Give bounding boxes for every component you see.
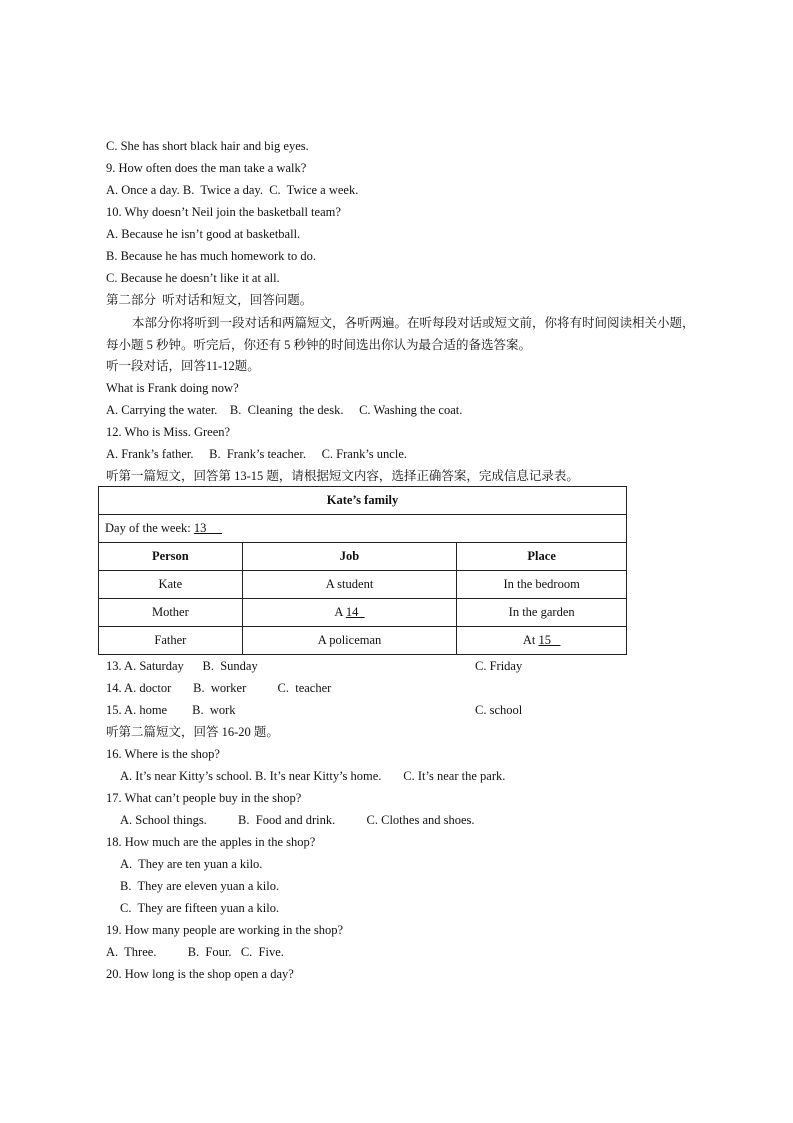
cell-person: Mother	[99, 599, 243, 627]
option-13c: C. Friday	[475, 659, 523, 673]
option-18a: A. They are ten yuan a kilo.	[120, 857, 263, 871]
blank-15-num: 15	[538, 633, 552, 647]
instruction-paragraph: 本部分你将听到一段对话和两篇短文，各听两遍。在听每段对话或短文前，你将有时间阅读相关小题，每小题 5 秒钟。听完后，你还有 5 秒钟的时间选出你认为最合适的备选答案。	[106, 316, 695, 352]
blank-14[interactable]	[346, 605, 365, 619]
passage1-heading: 听第一篇短文，回答第 13-15 题，请根据短文内容，选择正确答案，完成信息记录表。	[106, 469, 579, 483]
option-18c: C. They are fifteen yuan a kilo.	[120, 901, 280, 915]
cell-place	[457, 627, 627, 655]
blank-15[interactable]	[539, 633, 561, 647]
options-13: 13. A. Saturday B. Sunday	[106, 659, 258, 673]
cell-place: In the garden	[457, 599, 627, 627]
cell-job	[242, 599, 457, 627]
cell-person: Kate	[99, 571, 243, 599]
header-person: Person	[99, 543, 243, 571]
cell-place: In the bedroom	[457, 571, 627, 599]
option-10c: C. Because he doesn’t like it at all.	[106, 271, 280, 285]
table-row	[99, 571, 627, 599]
option-18b: B. They are eleven yuan a kilo.	[120, 879, 280, 893]
question-12: 12. Who is Miss. Green?	[106, 425, 231, 439]
blank-13[interactable]	[194, 521, 222, 535]
question-11: What is Frank doing now?	[106, 381, 239, 395]
section-heading: 第二部分 听对话和短文，回答问题。	[106, 293, 313, 307]
options-14: 14. A. doctor B. worker C. teacher	[106, 681, 332, 695]
options-9: A. Once a day. B. Twice a day. C. Twice a week.	[106, 183, 359, 197]
blank-14-num: 14	[345, 605, 359, 619]
dialogue-heading: 听一段对话，回答11-12题。	[106, 359, 260, 373]
day-of-week-row	[99, 515, 627, 543]
cell-job: A policeman	[242, 627, 457, 655]
question-19: 19. How many people are working in the shop?	[106, 923, 344, 937]
passage2-heading: 听第二篇短文，回答 16-20 题。	[106, 725, 279, 739]
info-table	[98, 486, 627, 655]
option-15c: C. school	[475, 703, 523, 717]
question-10: 10. Why doesn’t Neil join the basketball team?	[106, 205, 341, 219]
options-12: A. Frank’s father. B. Frank’s teacher. C. Frank’s uncle.	[106, 447, 407, 461]
question-9: 9. How often does the man take a walk?	[106, 161, 307, 175]
options-17: A. School things. B. Food and drink. C. Clothes and shoes.	[120, 813, 475, 827]
header-job: Job	[242, 543, 457, 571]
question-18: 18. How much are the apples in the shop?	[106, 835, 316, 849]
question-17: 17. What can’t people buy in the shop?	[106, 791, 302, 805]
cell-person: Father	[99, 627, 243, 655]
option-line: C. She has short black hair and big eyes.	[106, 139, 309, 153]
option-10a: A. Because he isn’t good at basketball.	[106, 227, 301, 241]
cell-job: A student	[242, 571, 457, 599]
question-20: 20. How long is the shop open a day?	[106, 967, 294, 981]
options-19: A. Three. B. Four. C. Five.	[106, 945, 284, 959]
option-10b: B. Because he has much homework to do.	[106, 249, 317, 263]
options-16: A. It’s near Kitty’s school. B. It’s near Kitty’s home. C. It’s near the park.	[120, 769, 506, 783]
options-11: A. Carrying the water. B. Cleaning the desk. C. Washing the coat.	[106, 403, 463, 417]
table-row	[99, 627, 627, 655]
header-place: Place	[457, 543, 627, 571]
table-title: Kate’s family	[99, 487, 627, 515]
place-prefix: At	[522, 633, 539, 647]
options-15: 15. A. home B. work	[106, 703, 236, 717]
table-row	[99, 599, 627, 627]
question-16: 16. Where is the shop?	[106, 747, 220, 761]
day-label: Day of the week:	[105, 521, 194, 535]
job-prefix: A	[334, 605, 346, 619]
blank-13-num: 13	[193, 521, 207, 535]
